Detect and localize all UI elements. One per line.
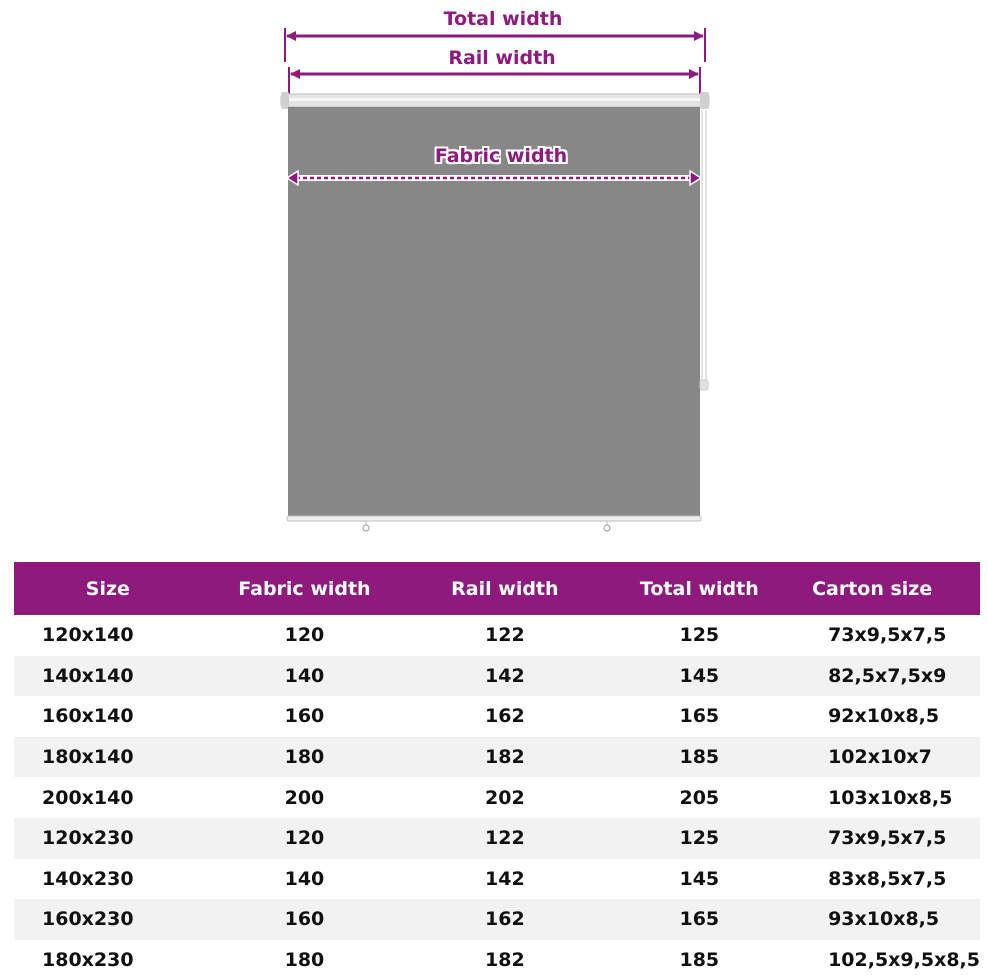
fabric-width-label: Fabric width (434, 145, 568, 167)
table-row (14, 777, 980, 818)
rail-width-label: Rail width (448, 47, 556, 69)
cell-carton-size: 93x10x8,5 (796, 899, 980, 940)
cell-size: 180x140 (14, 737, 202, 778)
cell-rail-width: 142 (407, 656, 602, 697)
cell-rail-width: 122 (485, 624, 525, 647)
cell-size: 140x140 (14, 656, 202, 697)
header-total-width: Total width (603, 562, 796, 615)
table-row (14, 696, 980, 737)
cell-total-width: 185 (603, 737, 796, 778)
cell-fabric-width: 140 (284, 867, 325, 890)
cell-fabric-width: 120 (202, 818, 407, 859)
size-table (14, 562, 980, 980)
cell-size: 200x140 (42, 786, 134, 809)
header-size: Size (14, 562, 202, 615)
cell-fabric-width: 180 (202, 737, 407, 778)
cell-total-width: 165 (679, 705, 720, 728)
cell-rail-width: 162 (407, 899, 602, 940)
cell-size: 160x230 (14, 899, 202, 940)
cell-total-width: 165 (603, 899, 796, 940)
cell-rail-width: 202 (485, 786, 525, 809)
cell-size: 180x230 (42, 949, 134, 972)
cell-fabric-width: 160 (202, 899, 407, 940)
cell-total-width: 205 (679, 786, 720, 809)
cell-fabric-width: 180 (284, 949, 325, 972)
header-fabric-width: Fabric width (202, 562, 407, 615)
cell-carton-size: 102x10x7 (796, 737, 980, 778)
cell-size: 120x230 (14, 818, 202, 859)
cell-carton-size: 82,5x7,5x9 (796, 656, 980, 697)
table-row (14, 859, 980, 900)
cell-fabric-width: 140 (202, 656, 407, 697)
cell-fabric-width: 160 (284, 705, 325, 728)
cell-total-width: 145 (603, 656, 796, 697)
table-row (14, 737, 980, 778)
cell-carton-size: 73x9,5x7,5 (828, 624, 947, 647)
cell-total-width: 145 (679, 867, 720, 890)
cell-size: 160x140 (42, 705, 134, 728)
cell-carton-size: 83x8,5x7,5 (828, 867, 947, 890)
cell-rail-width: 162 (485, 705, 525, 728)
cell-carton-size: 92x10x8,5 (828, 705, 940, 728)
table-row (14, 656, 980, 697)
cell-carton-size: 102,5x9,5x8,5 (828, 949, 980, 972)
blind-fabric (288, 107, 700, 519)
cell-total-width: 125 (679, 624, 720, 647)
cell-carton-size: 103x10x8,5 (828, 786, 953, 809)
cell-rail-width: 182 (407, 737, 602, 778)
table-header-row (14, 562, 980, 615)
table-row (14, 818, 980, 859)
cell-total-width: 185 (679, 949, 720, 972)
bottom-bar (287, 516, 701, 531)
table-row (14, 615, 980, 656)
total-width-label: Total width (443, 8, 563, 30)
cell-size: 120x140 (42, 624, 134, 647)
cell-size: 140x230 (42, 867, 134, 890)
table-row (14, 940, 980, 980)
table-row (14, 899, 980, 940)
pull-cord (700, 110, 708, 390)
cell-fabric-width: 120 (284, 624, 325, 647)
rail-width-dimension (289, 67, 700, 96)
cell-rail-width: 122 (407, 818, 602, 859)
cell-total-width: 125 (603, 818, 796, 859)
header-rail-width: Rail width (407, 562, 602, 615)
cell-rail-width: 142 (485, 867, 525, 890)
cell-fabric-width: 200 (284, 786, 325, 809)
roller-rail (281, 92, 709, 109)
cell-rail-width: 182 (485, 949, 525, 972)
cell-carton-size: 73x9,5x7,5 (796, 818, 980, 859)
header-carton-size: Carton size (796, 562, 980, 615)
